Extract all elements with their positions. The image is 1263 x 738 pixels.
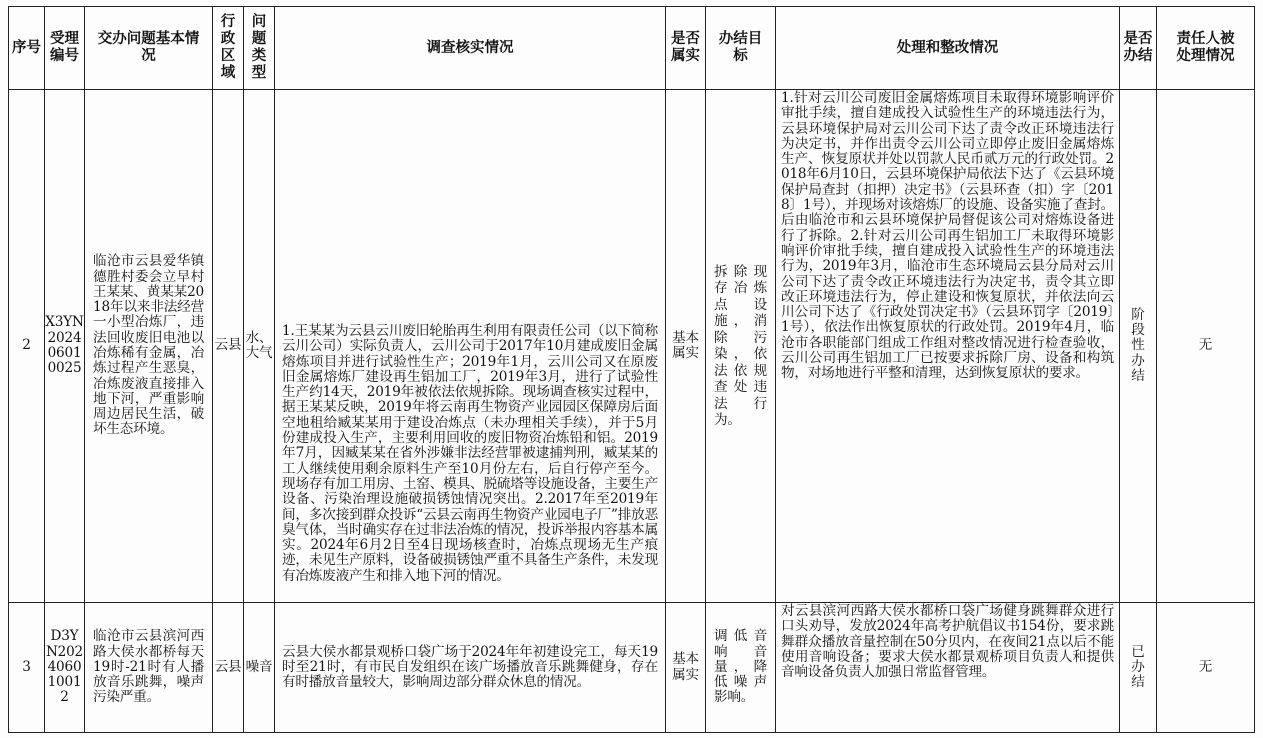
cell-seq: 3: [9, 603, 45, 733]
header-region: 行政区域: [213, 7, 244, 90]
cell-investigation: 云县大侯水都景观桥口袋广场于2024年年初建设完工，每天19时至21时，有市民自发组织在该广场播放音乐跳舞健身，存在有时播放音量较大，影响周边部分群众休息的情况。: [275, 603, 666, 733]
header-accountability: 责任人被处理情况: [1157, 7, 1255, 90]
cell-problem: 临沧市云县滨河西路大侯水都桥每天19时-21时有人播放音乐跳舞，噪声污染严重。: [85, 603, 213, 733]
cell-handling: 1.针对云川公司废旧金属熔炼项目未取得环境影响评价审批手续，擅自建成投入试验性生产的环境违法行为，云县环境保护局对云川公司下达了责令改正环境违法行为决定书，并作出责令云川公司立即停止废旧金属熔炼生产、恢复原状并处以罚款人民币贰万元的行政处罚。2018年6月10日，云县环境保护局依法下达了《云县环境保护局查封（扣押）决定书》（云县环查（扣）字〔2018〕1号），并现场对该熔炼厂的设施、设备实施了查封。后由临沧市和云县环境保护局督促该公司对熔炼设备进行了拆除。2.针对云川公司再生铝加工厂未取得环境影响评价审批手续，擅自建成投入试验性生产的环境违法行为，2019年3月，临沧市生态环境局云县分局对云川公司下达了责令改正环境违法行为决定书，责令其立即改正环境违法行为，停止建设和恢复原状，并依法向云川公司下达了《行政处罚决定书》（云县环罚字〔2019〕1号），依法作出恢复原状的行政处罚。2019年4月，临沧市各职能部门组成工作组对整改情况进行检查验收，云川公司再生铝加工厂已按要求拆除厂房、设备和构筑物，对场地进行平整和清理，达到恢复原状的要求。: [776, 90, 1120, 603]
cell-code: D3YN202406010012: [45, 603, 85, 733]
header-seq: 序号: [9, 7, 45, 90]
cell-accountability: 无: [1157, 603, 1255, 733]
header-goal: 办结目标: [706, 7, 776, 90]
header-problem: 交办问题基本情况: [85, 7, 213, 90]
header-investigation: 调查核实情况: [275, 7, 666, 90]
table-row: [9, 90, 1255, 603]
cell-accountability: 无: [1157, 90, 1255, 603]
cell-problem: 临沧市云县爱华镇德胜村委会立早村王某某、黄某某2018年以来非法经营一小型冶炼厂，违法回收废旧电池以冶炼稀有金属，冶炼过程产生恶臭，冶炼废液直接排入地下河，严重影响周边居民生活，破坏生态环境。: [85, 90, 213, 603]
case-table: [8, 6, 1255, 733]
header-code: 受理编号: [45, 7, 85, 90]
cell-region: 云县: [213, 90, 244, 603]
cell-goal: 调低音响音量，降低噪声影响。: [706, 603, 776, 733]
cell-handling: 对云县滨河西路大侯水都桥口袋广场健身跳舞群众进行口头劝导，发放2024年高考护航倡议书154份，要求跳舞群众播放音量控制在50分贝内，在夜间21点以后不能使用音响设备；要求大侯水都景观桥项目负责人和提供音响设备负责人加强日常监督管理。: [776, 603, 1120, 733]
cell-verified: 基本属实: [666, 603, 706, 733]
header-type: 问题类型: [244, 7, 275, 90]
cell-investigation: 1.王某某为云县云川废旧轮胎再生利用有限责任公司（以下简称云川公司）实际负责人，云川公司于2017年10月建成废旧金属熔炼项目并进行试验性生产；2019年1月，云川公司又在原废旧金属熔炼厂建设再生铝加工厂，2019年3月，进行了试验性生产约14天，2019年被依法依规拆除。现场调查核实过程中，据王某某反映，2019年将云南再生物资产业园园区保障房后面空地租给臧某某用于建设冶炼点（未办理相关手续），并于5月份建成投入生产，主要利用回收的废旧物资冶炼铅和铝。2019年7月，因臧某某在省外涉嫌非法经营罪被逮捕判刑，臧某某的工人继续使用剩余原料生产至10月份左右，后自行停产至今。现场存有加工用房、土窑、模具、脱硫塔等设施设备，主要生产设备、污染治理设施破损锈蚀情况突出。2.2017年至2019年间，多次接到群众投诉“云县云南再生物资产业园电子厂”排放恶臭气体，当时确实存在过非法冶炼的情况，投诉举报内容基本属实。2024年6月2日至4日现场核查时，冶炼点现场无生产痕迹，未见生产原料，设备破损锈蚀严重不具备生产条件，未发现有冶炼废液产生和排入地下河的情况。: [275, 90, 666, 603]
header-row: [9, 7, 1255, 90]
header-handling: 处理和整改情况: [776, 7, 1120, 90]
cell-closed: 阶段性办结: [1120, 90, 1157, 603]
header-verified: 是否属实: [666, 7, 706, 90]
cell-type: 水、大气: [244, 90, 275, 603]
header-closed: 是否办结: [1120, 7, 1157, 90]
cell-type: 噪音: [244, 603, 275, 733]
cell-seq: 2: [9, 90, 45, 603]
table-row: [9, 603, 1255, 733]
cell-closed: 已办结: [1120, 603, 1157, 733]
cell-region: 云县: [213, 603, 244, 733]
cell-goal: 拆除现存冶炼点设施，消除污染，依法依规查处违法行为。: [706, 90, 776, 603]
cell-verified: 基本属实: [666, 90, 706, 603]
cell-code: X3YN202406010025: [45, 90, 85, 603]
